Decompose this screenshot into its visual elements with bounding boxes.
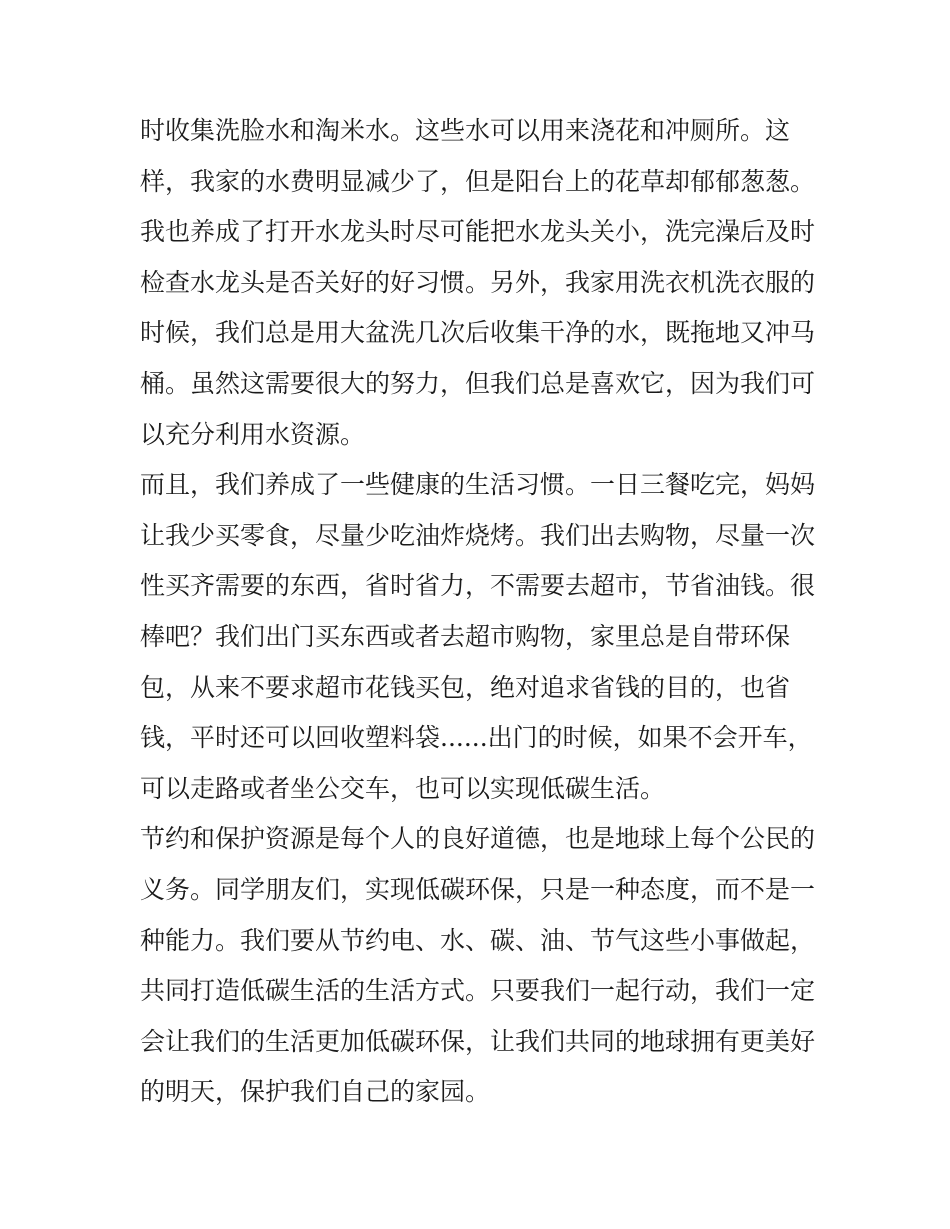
text-line: 钱，平时还可以回收塑料袋......出门的时候，如果不会开车， — [140, 723, 813, 753]
text-line: 会让我们的生活更加低碳环保，让我们共同的地球拥有更美好 — [140, 1026, 816, 1056]
text-line: 包，从来不要求超市花钱买包，绝对追求省钱的目的，也省 — [140, 672, 791, 702]
text-line: 种能力。我们要从节约电、水、碳、油、节气这些小事做起， — [140, 925, 816, 955]
text-line: 样，我家的水费明显减少了，但是阳台上的花草却郁郁葱葱。 — [140, 166, 816, 196]
text-line: 棒吧？我们出门买东西或者去超市购物，家里总是自带环保 — [140, 621, 791, 651]
text-line: 检查水龙头是否关好的好习惯。另外，我家用洗衣机洗衣服的 — [140, 267, 816, 297]
text-line: 时候，我们总是用大盆洗几次后收集干净的水，既拖地又冲马 — [140, 318, 816, 348]
text-line: 桶。虽然这需要很大的努力，但我们总是喜欢它，因为我们可 — [140, 368, 816, 398]
text-line: 时收集洗脸水和淘米水。这些水可以用来浇花和冲厕所。这 — [140, 116, 791, 145]
text-line: 节约和保护资源是每个人的良好道德，也是地球上每个公民的 — [140, 824, 816, 854]
text-line: 我也养成了打开水龙头时尽可能把水龙头关小，洗完澡后及时 — [140, 217, 816, 247]
text-line: 以充分利用水资源。 — [140, 419, 366, 449]
text-line: 共同打造低碳生活的生活方式。只要我们一起行动，我们一定 — [140, 976, 816, 1006]
text-line: 性买齐需要的东西，省时省力，不需要去超市，节省油钱。很 — [140, 571, 816, 601]
text-line: 可以走路或者坐公交车，也可以实现低碳生活。 — [140, 773, 666, 803]
text-line: 而且，我们养成了一些健康的生活习惯。一日三餐吃完，妈妈 — [140, 470, 816, 500]
text-line: 义务。同学朋友们，实现低碳环保，只是一种态度，而不是一 — [140, 874, 816, 904]
text-line: 让我少买零食，尽量少吃油炸烧烤。我们出去购物，尽量一次 — [140, 520, 816, 550]
body-text — [140, 106, 820, 1118]
text-line: 的明天，保护我们自己的家园。 — [140, 1077, 491, 1107]
